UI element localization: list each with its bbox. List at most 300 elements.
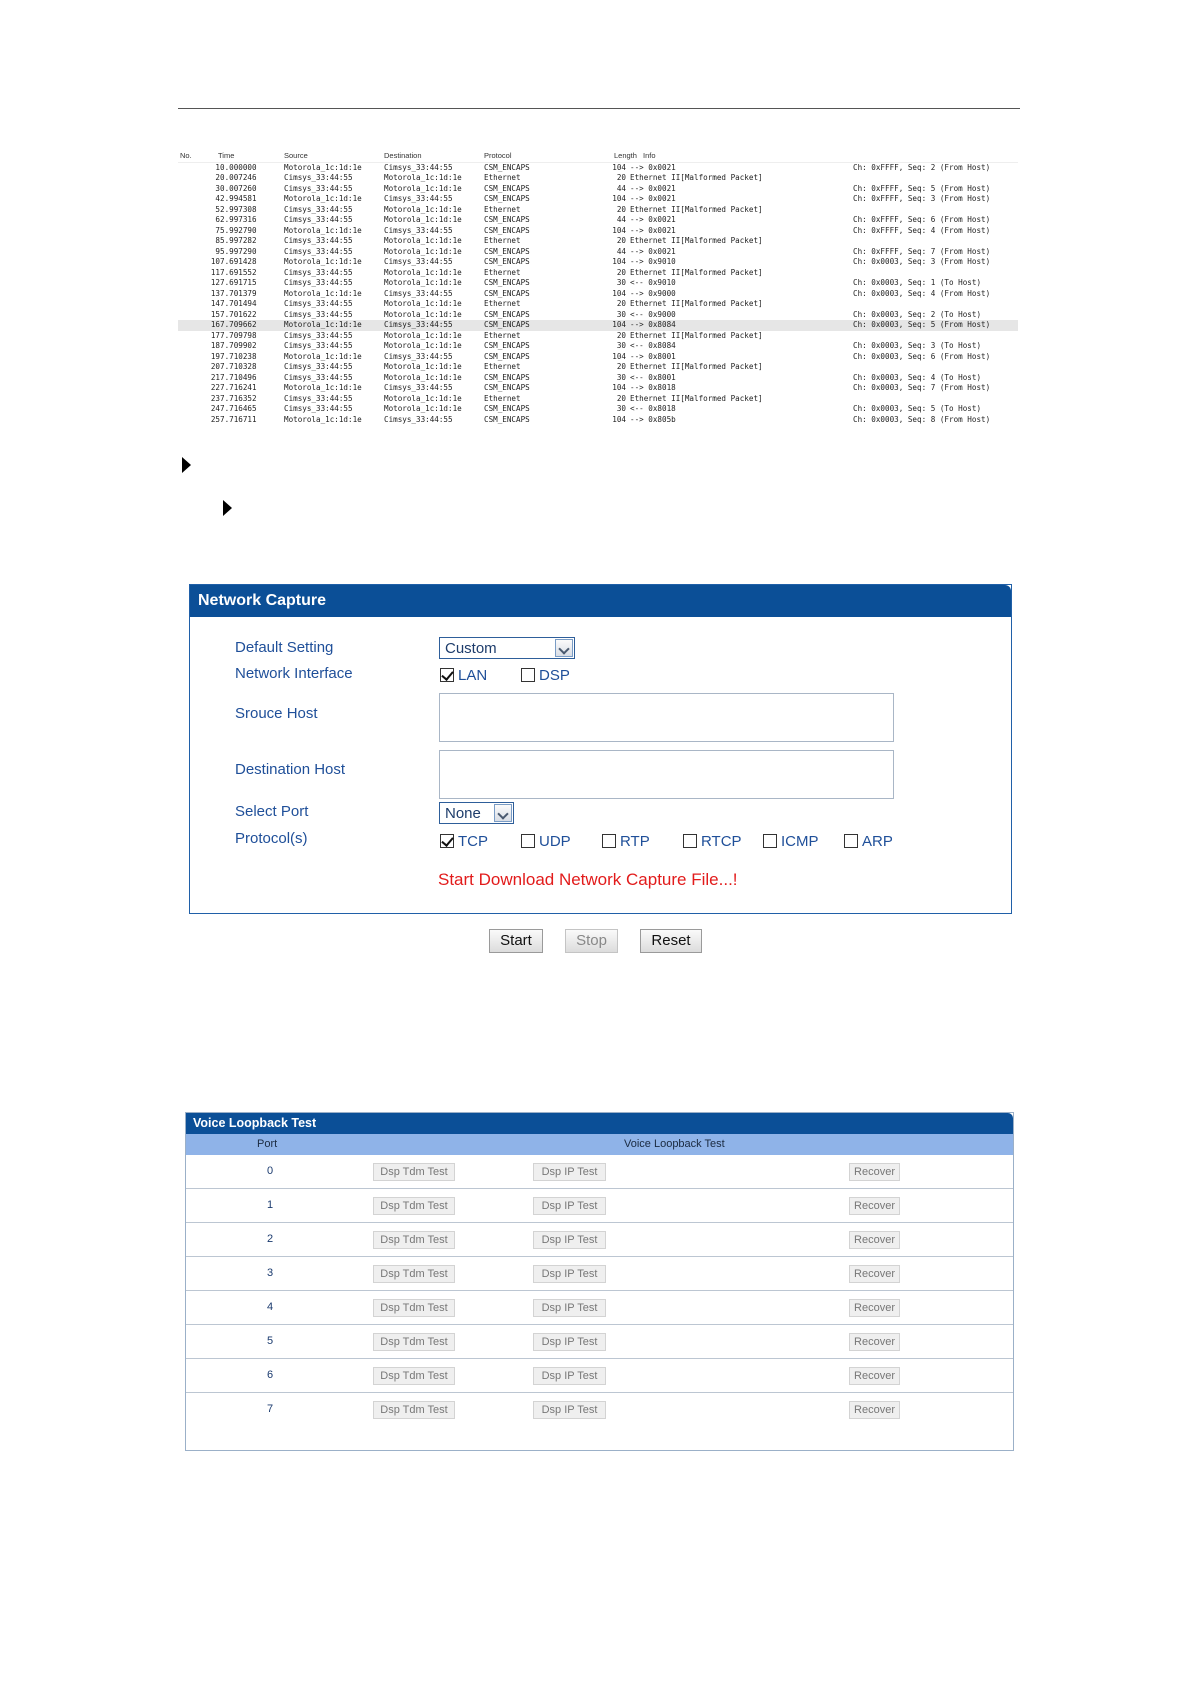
packet-destination: Motorola_1c:1d:1e	[384, 362, 462, 371]
packet-destination: Motorola_1c:1d:1e	[384, 173, 462, 182]
packet-no: 5	[215, 204, 220, 214]
col-info: Info	[643, 151, 656, 160]
packet-info: Ethernet II[Malformed Packet]	[630, 267, 763, 277]
top-rule	[178, 108, 1020, 109]
packet-source: Cimsys_33:44:55	[284, 246, 353, 256]
packet-info: Ethernet II[Malformed Packet]	[630, 362, 763, 371]
checkbox-unchecked-icon[interactable]	[683, 834, 697, 848]
packet-protocol: Ethernet	[484, 330, 521, 340]
packet-info: --> 0x805b	[630, 414, 676, 424]
packet-length: 104	[612, 288, 626, 298]
packet-time: 7.716352	[220, 393, 257, 403]
packet-row[interactable]	[178, 310, 1018, 321]
checkbox-unchecked-icon[interactable]	[763, 834, 777, 848]
packet-source: Motorola_1c:1d:1e	[284, 257, 362, 266]
packet-info: Ethernet II[Malformed Packet]	[630, 330, 763, 340]
dsp-tdm-test-button[interactable]: Dsp Tdm Test	[373, 1367, 455, 1385]
col-time: Time	[218, 151, 235, 160]
packet-row[interactable]	[178, 257, 1018, 268]
packet-time: 7.701379	[220, 288, 257, 298]
packet-length: 20	[616, 267, 626, 277]
packet-row[interactable]	[178, 341, 1018, 352]
packet-source: Cimsys_33:44:55	[284, 404, 353, 413]
packet-row[interactable]	[178, 236, 1018, 247]
packet-row[interactable]	[178, 394, 1018, 405]
packet-length: 104	[612, 414, 626, 424]
packet-no: 22	[210, 383, 220, 392]
packet-protocol: CSM_ENCAPS	[484, 288, 530, 298]
packet-source: Motorola_1c:1d:1e	[284, 162, 362, 172]
packet-length: 20	[616, 173, 626, 182]
packet-length: 30	[616, 309, 626, 319]
packet-no: 8	[215, 236, 220, 245]
port-number: 7	[266, 1403, 274, 1415]
packet-row[interactable]	[178, 352, 1018, 363]
packet-no: 20	[210, 362, 220, 371]
dsp-tdm-test-button[interactable]: Dsp Tdm Test	[373, 1231, 455, 1249]
packet-destination: Motorola_1c:1d:1e	[384, 372, 462, 382]
network-capture-panel	[189, 584, 1012, 914]
packet-length: 44	[616, 215, 626, 224]
packet-row[interactable]	[178, 215, 1018, 226]
packet-length: 20	[616, 362, 626, 371]
source-host-label: Srouce Host	[235, 705, 318, 722]
col-protocol: Protocol	[484, 151, 512, 160]
protocol-rtp-label: RTP	[620, 833, 650, 850]
packet-source: Cimsys_33:44:55	[284, 362, 353, 371]
packet-source: Cimsys_33:44:55	[284, 173, 353, 182]
packet-length: 104	[612, 351, 626, 361]
packet-time: 7.691428	[220, 257, 257, 266]
interface-lan-label: LAN	[458, 667, 488, 684]
voice-loopback-rows	[186, 1155, 1013, 1426]
packet-info: <-- 0x8018	[630, 404, 676, 413]
packet-no: 21	[210, 372, 220, 382]
select-port-select[interactable]	[439, 802, 514, 824]
bullet-arrow	[223, 500, 232, 516]
packet-time: 7.710238	[220, 351, 257, 361]
packet-destination: Cimsys_33:44:55	[384, 225, 453, 235]
dsp-ip-test-button[interactable]: Dsp IP Test	[533, 1231, 606, 1249]
packet-protocol: CSM_ENCAPS	[484, 183, 530, 193]
packet-info: --> 0x0021	[630, 215, 676, 224]
packet-destination: Motorola_1c:1d:1e	[384, 183, 462, 193]
packet-time: 5.997282	[220, 236, 257, 245]
chevron-down-icon[interactable]	[555, 639, 573, 657]
packet-protocol: CSM_ENCAPS	[484, 372, 530, 382]
packet-no: 14	[210, 299, 220, 308]
packet-channel: Ch: 0x0003, Seq: 4 (From Host)	[853, 288, 991, 298]
packet-channel: Ch: 0x0003, Seq: 3 (From Host)	[853, 257, 991, 266]
packet-no: 2	[215, 173, 220, 182]
packet-protocol: Ethernet	[484, 173, 521, 182]
download-message: Start Download Network Capture File...!	[438, 870, 738, 889]
packet-row[interactable]	[178, 247, 1018, 258]
packet-protocol: CSM_ENCAPS	[484, 278, 530, 287]
voice-loopback-title: Voice Loopback Test	[186, 1113, 1013, 1134]
packet-list-header	[178, 151, 1018, 163]
packet-destination: Cimsys_33:44:55	[384, 414, 453, 424]
packet-channel: Ch: 0xFFFF, Seq: 4 (From Host)	[853, 225, 991, 235]
packet-row[interactable]	[178, 331, 1018, 342]
packet-source: Motorola_1c:1d:1e	[284, 194, 362, 203]
dsp-tdm-test-button[interactable]: Dsp Tdm Test	[373, 1333, 455, 1351]
dsp-ip-test-button[interactable]: Dsp IP Test	[533, 1367, 606, 1385]
packet-info: --> 0x8018	[630, 383, 676, 392]
packet-source: Motorola_1c:1d:1e	[284, 320, 362, 329]
packet-channel: Ch: 0x0003, Seq: 8 (From Host)	[853, 414, 991, 424]
table-row	[186, 1393, 1013, 1426]
checkbox-checked-icon[interactable]	[440, 668, 454, 682]
packet-destination: Motorola_1c:1d:1e	[384, 267, 462, 277]
packet-length: 20	[616, 330, 626, 340]
checkbox-unchecked-icon[interactable]	[521, 834, 535, 848]
col-destination: Destination	[384, 151, 422, 160]
packet-channel: Ch: 0x0003, Seq: 1 (To Host)	[853, 278, 982, 287]
packet-info: <-- 0x8001	[630, 372, 676, 382]
col-voice-loopback-test: Voice Loopback Test	[624, 1138, 725, 1150]
packet-channel: Ch: 0x0003, Seq: 2 (To Host)	[853, 309, 982, 319]
packet-row[interactable]	[178, 383, 1018, 394]
packet-protocol: CSM_ENCAPS	[484, 414, 530, 424]
stop-button[interactable]: Stop	[565, 929, 618, 953]
packet-protocol: CSM_ENCAPS	[484, 309, 530, 319]
packet-info: Ethernet II[Malformed Packet]	[630, 173, 763, 182]
recover-button[interactable]: Recover	[849, 1299, 900, 1317]
packet-time: 7.691715	[220, 278, 257, 287]
packet-info: Ethernet II[Malformed Packet]	[630, 236, 763, 245]
packet-protocol: Ethernet	[484, 204, 521, 214]
packet-no: 7	[215, 225, 220, 235]
packet-source: Cimsys_33:44:55	[284, 330, 353, 340]
dsp-tdm-test-button[interactable]: Dsp Tdm Test	[373, 1299, 455, 1317]
packet-info: --> 0x0021	[630, 162, 676, 172]
default-setting-label: Default Setting	[235, 639, 334, 656]
packet-info: --> 0x9000	[630, 288, 676, 298]
packet-time: 0.000000	[220, 162, 257, 172]
table-row	[186, 1257, 1013, 1291]
packet-time: 7.709798	[220, 330, 257, 340]
packet-destination: Motorola_1c:1d:1e	[384, 330, 462, 340]
packet-source: Cimsys_33:44:55	[284, 183, 353, 193]
packet-protocol: CSM_ENCAPS	[484, 246, 530, 256]
packet-no: 9	[215, 246, 220, 256]
packet-row[interactable]	[178, 163, 1018, 174]
destination-host-input[interactable]	[439, 750, 894, 799]
packet-time: 7.709902	[220, 341, 257, 350]
packet-channel: Ch: 0xFFFF, Seq: 7 (From Host)	[853, 246, 991, 256]
packet-info: <-- 0x9000	[630, 309, 676, 319]
start-button[interactable]: Start	[489, 929, 543, 953]
packet-source: Cimsys_33:44:55	[284, 341, 353, 350]
recover-button[interactable]: Recover	[849, 1401, 900, 1419]
packet-no: 10	[210, 257, 220, 266]
packet-protocol: CSM_ENCAPS	[484, 225, 530, 235]
dsp-tdm-test-button[interactable]: Dsp Tdm Test	[373, 1163, 455, 1181]
panel-body	[190, 617, 1011, 913]
packet-length: 30	[616, 278, 626, 287]
packet-time: 2.997308	[220, 204, 257, 214]
packet-destination: Motorola_1c:1d:1e	[384, 236, 462, 245]
dsp-ip-test-button[interactable]: Dsp IP Test	[533, 1197, 606, 1215]
packet-channel: Ch: 0x0003, Seq: 4 (To Host)	[853, 372, 982, 382]
packet-row[interactable]	[178, 415, 1018, 426]
packet-source: Motorola_1c:1d:1e	[284, 383, 362, 392]
packet-time: 7.701622	[220, 309, 257, 319]
packet-row[interactable]	[178, 320, 1018, 331]
checkbox-unchecked-icon[interactable]	[521, 668, 535, 682]
voice-loopback-panel	[185, 1112, 1014, 1451]
port-number: 6	[266, 1369, 274, 1381]
packet-source: Motorola_1c:1d:1e	[284, 225, 362, 235]
packet-protocol: CSM_ENCAPS	[484, 215, 530, 224]
col-length: Length	[614, 151, 637, 160]
packet-info: <-- 0x9010	[630, 278, 676, 287]
packet-length: 104	[612, 194, 626, 203]
packet-rows	[178, 163, 1018, 426]
packet-row[interactable]	[178, 205, 1018, 216]
protocol-icmp-label: ICMP	[781, 833, 819, 850]
packet-source: Cimsys_33:44:55	[284, 278, 353, 287]
dsp-ip-test-button[interactable]: Dsp IP Test	[533, 1333, 606, 1351]
table-row	[186, 1359, 1013, 1393]
select-port-value: None	[445, 805, 481, 822]
table-row	[186, 1223, 1013, 1257]
checkbox-checked-icon[interactable]	[440, 834, 454, 848]
packet-length: 20	[616, 236, 626, 245]
protocol-rtcp-label: RTCP	[701, 833, 742, 850]
packet-destination: Cimsys_33:44:55	[384, 320, 453, 329]
packet-protocol: CSM_ENCAPS	[484, 404, 530, 413]
packet-destination: Motorola_1c:1d:1e	[384, 246, 462, 256]
dsp-ip-test-button[interactable]: Dsp IP Test	[533, 1265, 606, 1283]
packet-length: 20	[616, 204, 626, 214]
packet-protocol: Ethernet	[484, 362, 521, 371]
packet-destination: Motorola_1c:1d:1e	[384, 299, 462, 308]
packet-row[interactable]	[178, 278, 1018, 289]
packet-info: --> 0x0021	[630, 194, 676, 203]
packet-source: Cimsys_33:44:55	[284, 309, 353, 319]
packet-info: --> 0x0021	[630, 246, 676, 256]
packet-row[interactable]	[178, 373, 1018, 384]
packet-length: 104	[612, 257, 626, 266]
recover-button[interactable]: Recover	[849, 1197, 900, 1215]
dsp-tdm-test-button[interactable]: Dsp Tdm Test	[373, 1197, 455, 1215]
packet-destination: Motorola_1c:1d:1e	[384, 215, 462, 224]
packet-channel: Ch: 0x0003, Seq: 5 (From Host)	[853, 320, 991, 329]
packet-time: 2.997316	[220, 215, 257, 224]
packet-no: 4	[215, 194, 220, 203]
packet-length: 44	[616, 183, 626, 193]
destination-host-label: Destination Host	[235, 761, 346, 778]
packet-source: Cimsys_33:44:55	[284, 204, 353, 214]
panel-title: Network Capture	[190, 585, 1011, 617]
packet-no: 25	[210, 414, 220, 424]
packet-source: Motorola_1c:1d:1e	[284, 351, 362, 361]
packet-protocol: CSM_ENCAPS	[484, 341, 530, 350]
packet-row[interactable]	[178, 173, 1018, 184]
packet-protocol: CSM_ENCAPS	[484, 257, 530, 266]
packet-row[interactable]	[178, 362, 1018, 373]
dsp-ip-test-button[interactable]: Dsp IP Test	[533, 1163, 606, 1181]
packet-destination: Cimsys_33:44:55	[384, 288, 453, 298]
packet-row[interactable]	[178, 268, 1018, 279]
port-number: 3	[266, 1267, 274, 1279]
packet-list	[178, 151, 1018, 425]
bullet-arrow	[182, 457, 191, 473]
packet-channel: Ch: 0x0003, Seq: 5 (To Host)	[853, 404, 982, 413]
packet-info: Ethernet II[Malformed Packet]	[630, 299, 763, 308]
packet-destination: Motorola_1c:1d:1e	[384, 278, 462, 287]
recover-button[interactable]: Recover	[849, 1367, 900, 1385]
packet-no: 15	[210, 309, 220, 319]
packet-length: 104	[612, 225, 626, 235]
packet-length: 20	[616, 393, 626, 403]
packet-info: <-- 0x8084	[630, 341, 676, 350]
packet-destination: Cimsys_33:44:55	[384, 351, 453, 361]
checkbox-unchecked-icon[interactable]	[602, 834, 616, 848]
dsp-tdm-test-button[interactable]: Dsp Tdm Test	[373, 1401, 455, 1419]
interface-dsp-label: DSP	[539, 667, 570, 684]
packet-source: Cimsys_33:44:55	[284, 267, 353, 277]
packet-source: Cimsys_33:44:55	[284, 215, 353, 224]
packet-destination: Cimsys_33:44:55	[384, 162, 453, 172]
packet-row[interactable]	[178, 184, 1018, 195]
packet-length: 104	[612, 320, 626, 329]
packet-info: --> 0x8001	[630, 351, 676, 361]
packet-channel: Ch: 0xFFFF, Seq: 5 (From Host)	[853, 183, 991, 193]
packet-destination: Motorola_1c:1d:1e	[384, 204, 462, 214]
packet-no: 11	[210, 267, 220, 277]
checkbox-unchecked-icon[interactable]	[844, 834, 858, 848]
packet-info: --> 0x8084	[630, 320, 676, 329]
packet-row[interactable]	[178, 289, 1018, 300]
packet-info: --> 0x0021	[630, 183, 676, 193]
table-row	[186, 1291, 1013, 1325]
packet-length: 104	[612, 162, 626, 172]
packet-destination: Motorola_1c:1d:1e	[384, 404, 462, 413]
source-host-input[interactable]	[439, 693, 894, 742]
protocol-udp-label: UDP	[539, 833, 571, 850]
packet-time: 7.691552	[220, 267, 257, 277]
packet-channel: Ch: 0xFFFF, Seq: 6 (From Host)	[853, 215, 991, 224]
packet-protocol: CSM_ENCAPS	[484, 320, 530, 329]
recover-button[interactable]: Recover	[849, 1163, 900, 1181]
packet-no: 13	[210, 288, 220, 298]
packet-no: 23	[210, 393, 220, 403]
packet-destination: Cimsys_33:44:55	[384, 383, 453, 392]
packet-source: Motorola_1c:1d:1e	[284, 414, 362, 424]
packet-row[interactable]	[178, 226, 1018, 237]
packet-time: 7.716465	[220, 404, 257, 413]
packet-row[interactable]	[178, 404, 1018, 415]
packet-row[interactable]	[178, 299, 1018, 310]
recover-button[interactable]: Recover	[849, 1231, 900, 1249]
voice-loopback-header	[186, 1134, 1013, 1155]
packet-time: 5.997290	[220, 246, 257, 256]
table-row	[186, 1325, 1013, 1359]
packet-time: 7.710328	[220, 362, 257, 371]
packet-source: Cimsys_33:44:55	[284, 236, 353, 245]
port-number: 0	[266, 1165, 274, 1177]
packet-source: Cimsys_33:44:55	[284, 299, 353, 308]
network-interface-label: Network Interface	[235, 665, 353, 682]
protocol-arp-label: ARP	[862, 833, 893, 850]
packet-protocol: Ethernet	[484, 393, 521, 403]
packet-channel: Ch: 0x0003, Seq: 6 (From Host)	[853, 351, 991, 361]
dsp-tdm-test-button[interactable]: Dsp Tdm Test	[373, 1265, 455, 1283]
packet-time: 0.007246	[220, 173, 257, 182]
packet-destination: Motorola_1c:1d:1e	[384, 393, 462, 403]
packet-time: 2.994581	[220, 194, 257, 203]
packet-no: 3	[215, 183, 220, 193]
packet-no: 1	[215, 162, 220, 172]
packet-time: 7.716241	[220, 383, 257, 392]
recover-button[interactable]: Recover	[849, 1265, 900, 1283]
port-number: 1	[266, 1199, 274, 1211]
packet-destination: Motorola_1c:1d:1e	[384, 341, 462, 350]
dsp-ip-test-button[interactable]: Dsp IP Test	[533, 1401, 606, 1419]
packet-source: Motorola_1c:1d:1e	[284, 288, 362, 298]
packet-destination: Cimsys_33:44:55	[384, 194, 453, 203]
packet-length: 104	[612, 383, 626, 392]
packet-time: 7.709662	[220, 320, 257, 329]
col-source: Source	[284, 151, 308, 160]
recover-button[interactable]: Recover	[849, 1333, 900, 1351]
packet-no: 18	[210, 341, 220, 350]
packet-no: 16	[210, 320, 220, 329]
packet-time: 7.710496	[220, 372, 257, 382]
col-port: Port	[257, 1138, 278, 1150]
packet-info: Ethernet II[Malformed Packet]	[630, 393, 763, 403]
chevron-down-icon[interactable]	[494, 804, 512, 822]
port-number: 5	[266, 1335, 274, 1347]
packet-destination: Motorola_1c:1d:1e	[384, 309, 462, 319]
packet-protocol: CSM_ENCAPS	[484, 351, 530, 361]
packet-length: 44	[616, 246, 626, 256]
packet-protocol: Ethernet	[484, 267, 521, 277]
packet-no: 6	[215, 215, 220, 224]
port-number: 4	[266, 1301, 274, 1313]
protocols-label: Protocol(s)	[235, 830, 308, 847]
packet-protocol: CSM_ENCAPS	[484, 162, 530, 172]
packet-no: 12	[210, 278, 220, 287]
packet-row[interactable]	[178, 194, 1018, 205]
col-no: No.	[180, 151, 192, 160]
reset-button[interactable]: Reset	[640, 929, 702, 953]
packet-channel: Ch: 0x0003, Seq: 3 (To Host)	[853, 341, 982, 350]
default-setting-value: Custom	[445, 640, 497, 657]
packet-length: 30	[616, 372, 626, 382]
packet-time: 0.007260	[220, 183, 257, 193]
packet-source: Cimsys_33:44:55	[284, 372, 353, 382]
packet-time: 7.701494	[220, 299, 257, 308]
packet-no: 24	[210, 404, 220, 413]
packet-channel: Ch: 0xFFFF, Seq: 2 (From Host)	[853, 162, 991, 172]
packet-protocol: CSM_ENCAPS	[484, 194, 530, 203]
packet-protocol: CSM_ENCAPS	[484, 383, 530, 392]
packet-time: 5.992790	[220, 225, 257, 235]
packet-channel: Ch: 0xFFFF, Seq: 3 (From Host)	[853, 194, 991, 203]
default-setting-select[interactable]	[439, 637, 575, 659]
dsp-ip-test-button[interactable]: Dsp IP Test	[533, 1299, 606, 1317]
table-row	[186, 1155, 1013, 1189]
protocol-tcp-label: TCP	[458, 833, 488, 850]
packet-protocol: Ethernet	[484, 236, 521, 245]
packet-channel: Ch: 0x0003, Seq: 7 (From Host)	[853, 383, 991, 392]
packet-length: 30	[616, 341, 626, 350]
port-number: 2	[266, 1233, 274, 1245]
